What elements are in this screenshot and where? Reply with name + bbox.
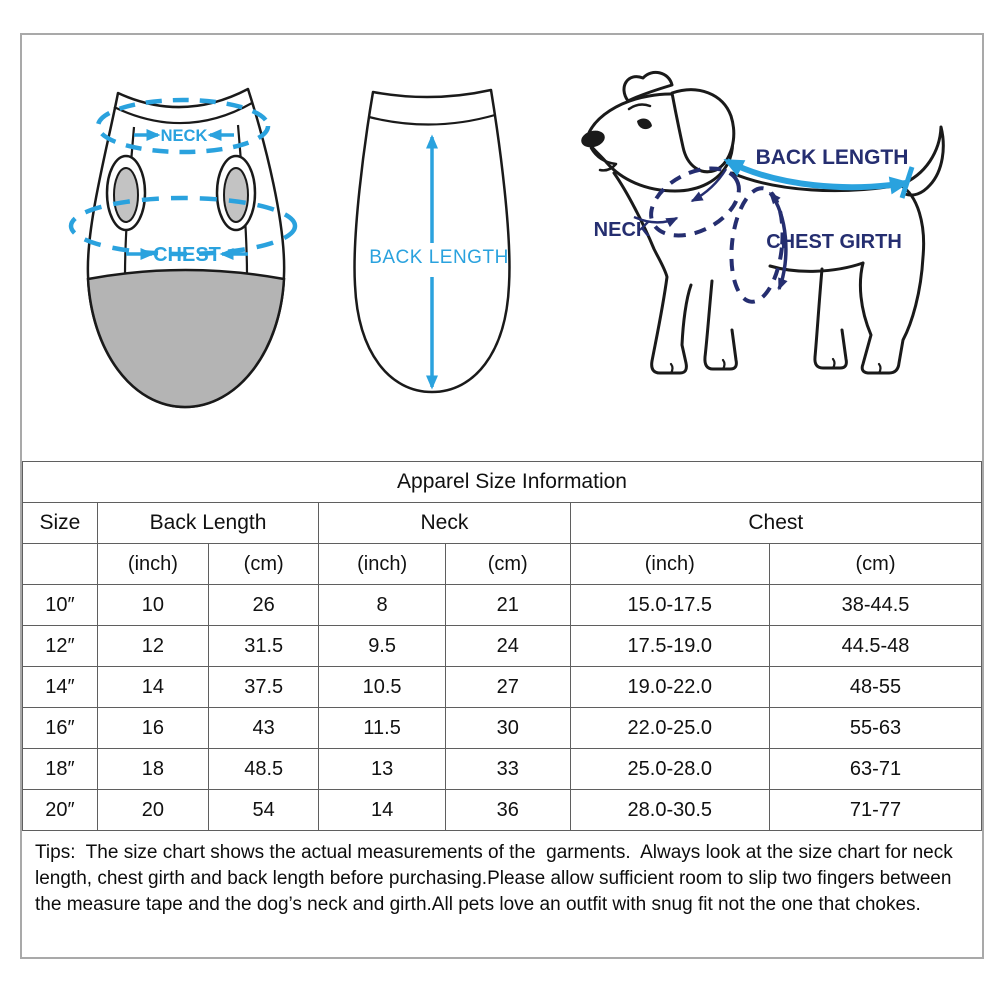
header-size: Size [23,503,98,544]
unit-cell: (cm) [209,544,319,585]
unit-cell: (inch) [570,544,769,585]
dog-far-hind-leg [815,269,847,368]
table-cell: 16″ [23,708,98,749]
size-chart-panel [20,33,984,959]
table-cell: 55-63 [770,708,982,749]
table-header-row [23,503,982,544]
table-title-row [23,462,982,503]
table-row [23,626,982,667]
table-cell: 31.5 [209,626,319,667]
table-cell: 10.5 [319,667,446,708]
table-cell: 20 [97,790,208,831]
dog-far-front-leg [705,281,737,369]
table-units-row [23,544,982,585]
table-cell: 48-55 [770,667,982,708]
dog-chest-front-leg [614,173,691,373]
table-row [23,708,982,749]
belly-panel [88,270,284,407]
table-cell: 15.0-17.5 [570,585,769,626]
garment-front-view-illustration [71,89,295,407]
table-row [23,790,982,831]
table-cell: 11.5 [319,708,446,749]
table-cell: 22.0-25.0 [570,708,769,749]
table-cell: 63-71 [770,749,982,790]
unit-cell: (inch) [319,544,446,585]
measurement-diagrams-svg [22,35,982,461]
tips-paragraph: Tips: The size chart shows the actual measurements of the garments. Always look at the size chart for neck length, chest girth and back length before purchasing.Please allow sufficient room to slip two fingers between the measure tape and the dog’s neck and girth.All pets love an outfit with snug fit not the one that chokes. [35,842,958,916]
apparel-size-table [22,461,982,831]
table-cell: 17.5-19.0 [570,626,769,667]
table-cell: 14 [97,667,208,708]
header-back-length: Back Length [97,503,319,544]
table-cell: 26 [209,585,319,626]
table-cell: 18 [97,749,208,790]
table-row [23,585,982,626]
table-cell: 18″ [23,749,98,790]
table-cell: 14 [319,790,446,831]
table-cell: 43 [209,708,319,749]
unit-cell: (cm) [445,544,570,585]
header-neck: Neck [319,503,570,544]
table-cell: 48.5 [209,749,319,790]
table-cell: 27 [445,667,570,708]
table-cell: 21 [445,585,570,626]
table-cell: 37.5 [209,667,319,708]
table-cell: 16 [97,708,208,749]
dog-neck-label: NECK [593,219,651,241]
table-cell: 54 [209,790,319,831]
table-cell: 12 [97,626,208,667]
table-cell: 25.0-28.0 [570,749,769,790]
table-cell: 8 [319,585,446,626]
table-cell: 9.5 [319,626,446,667]
garment-back-view-illustration [355,90,510,392]
table-cell: 71-77 [770,790,982,831]
unit-cell: (cm) [770,544,982,585]
table-cell: 14″ [23,667,98,708]
dog-back-length-label: BACK LENGTH [755,146,909,169]
table-cell: 13 [319,749,446,790]
table-cell: 30 [445,708,570,749]
unit-cell: (inch) [97,544,208,585]
table-cell: 10 [97,585,208,626]
table-cell: 12″ [23,626,98,667]
table-cell: 24 [445,626,570,667]
table-cell: 28.0-30.5 [570,790,769,831]
table-cell: 36 [445,790,570,831]
measurement-diagrams [22,35,982,461]
front-chest-label: CHEST [153,244,221,266]
table-cell: 20″ [23,790,98,831]
table-row [23,749,982,790]
units-empty-cell [23,544,98,585]
table-cell: 10″ [23,585,98,626]
table-cell: 44.5-48 [770,626,982,667]
front-neck-label: NECK [160,127,208,145]
table-row [23,667,982,708]
header-chest: Chest [570,503,981,544]
table-cell: 19.0-22.0 [570,667,769,708]
back-length-label: BACK LENGTH [369,247,509,268]
table-cell: 38-44.5 [770,585,982,626]
dog-hind-leg [860,185,923,373]
table-cell: 33 [445,749,570,790]
table-title: Apparel Size Information [23,462,982,503]
dog-chest-girth-label: CHEST GIRTH [766,231,902,253]
